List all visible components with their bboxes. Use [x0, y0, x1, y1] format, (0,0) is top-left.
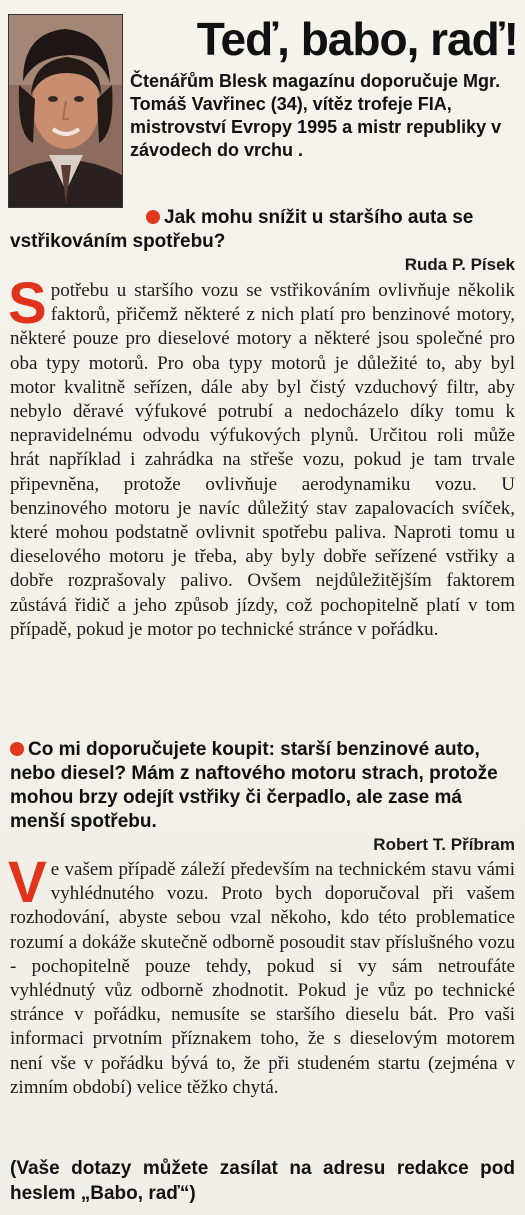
question-2-asker: Robert T. Příbram — [373, 835, 515, 854]
answer-2 — [8, 850, 515, 1100]
question-1-text: Jak mohu snížit u staršího auta se vstřikováním spotřebu? — [10, 207, 474, 252]
contact-note: (Vaše dotazy můžete zasílat na adresu redakce pod heslem „Babo, raď“) — [10, 1158, 515, 1204]
red-dot-icon — [146, 210, 160, 224]
answer-1-dropcap: S — [8, 271, 47, 336]
question-2 — [10, 738, 515, 834]
answer-2-text: e vašem případě záleží především na technickém stavu vámi vyhlédnutého vozu. Proto bych doporučoval při vašem rozhodování, abyste sebou vzal někoho, kdo této problematice rozumí a dokáže skutečně odborně posoudit stav příslušného vozu - pochopitelně pouze tehdy, pokud si vy sám netroufáte vyhlédnutý vůz odborně zhodnotit. Pokud je vůz po technické stránce v pořádku, nemusíte se staršího dieselu bát. Pro vaši informaci prvotním příznakem toho, že s dieselovým motorem není vše v pořádku bývá to, že při studeném startu (zejména v zimním období) velice těžko chytá. — [10, 859, 515, 1098]
answer-1 — [8, 271, 515, 642]
question-1-asker: Ruda P. Písek — [404, 255, 515, 274]
red-dot-icon — [10, 742, 24, 756]
question-2-text: Co mi doporučujete koupit: starší benzinové auto, nebo diesel? Mám z naftového motoru strach, protože mohou brzy odejít vstřiky či čerpadlo, ale zase má menší spotřebu. — [10, 739, 498, 832]
headline: Teď, babo, raď! — [196, 13, 518, 65]
question-1 — [10, 206, 515, 254]
intro-paragraph: Čtenářům Blesk magazínu doporučuje Mgr. Tomáš Vavřinec (34), vítěz trofeje FIA, mistrovství Evropy 1995 a mistr republiky v závodech do vrchu . — [130, 71, 502, 160]
author-portrait — [8, 14, 123, 208]
answer-2-dropcap: V — [8, 850, 47, 915]
answer-1-text: potřebu u staršího vozu se vstřikováním ovlivňuje několik faktorů, přičemž některé z nich platí pro benzinové motory, některé pouze pro dieselové motory a některé jsou společné pro oba typy motorů. Pro oba typy motorů je důležité to, aby byl motor kvalitně seřízen, dále aby byl čistý vzduchový filtr, aby nebylo děravé výfukové potrubí a nedocházelo díky tomu k nepravidelnému odvodu výfukových plynů. Určitou roli může hrát například i zahrádka na střeše vozu, pokud je tam trvale připevněna, protože ovlivňuje aerodynamiku vozu. U benzinového motoru je navíc důležitý stav zapalovacích svíček, které mohou podstatně ovlivnit spotřebu paliva. Naproti tomu u dieselového motoru je třeba, aby byly dobře seřízené vstřiky a dobře rozprašovaly palivo. Ovšem nejdůležitějším faktorem zůstává řidič a jeho způsob jízdy, což pochopitelně platí v tom případě, pokud je motor po technické stránce v pořádku. — [10, 280, 515, 640]
